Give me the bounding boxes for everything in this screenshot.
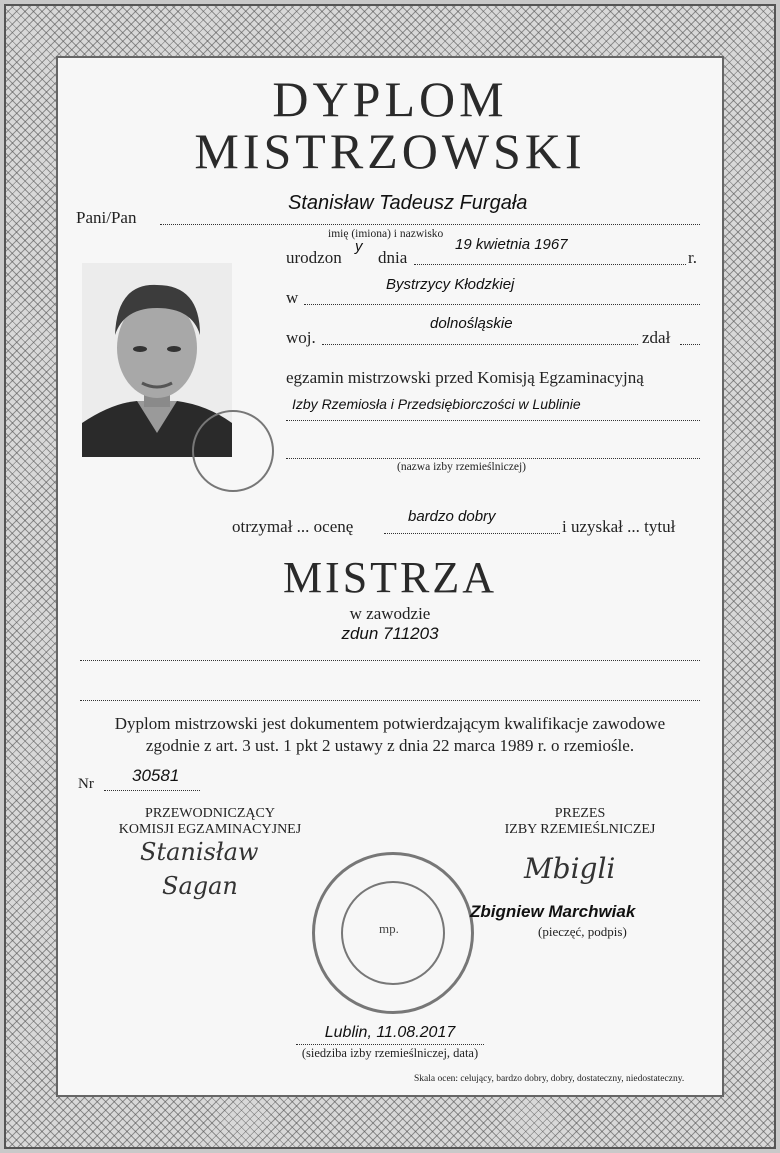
voivodeship: dolnośląskie: [430, 315, 513, 332]
left-sign-title-1: PRZEWODNICZĄCY: [145, 806, 275, 821]
place-date-line: [296, 1044, 484, 1045]
born-suffix: y: [355, 238, 363, 255]
legal-line-2: zgodnie z art. 3 ust. 1 pkt 2 ustawy z dnia 22 marca 1989 r. o rzemiośle.: [145, 736, 635, 755]
left-signature-1: Stanisław: [140, 838, 259, 866]
in-label: w: [286, 288, 299, 307]
nr-label: Nr: [78, 776, 94, 792]
nr-line: [104, 790, 200, 791]
grade: bardzo dobry: [408, 508, 496, 525]
name-caption: imię (imiona) i nazwisko: [328, 228, 444, 240]
round-seal: [312, 852, 474, 1014]
passed-dots: [680, 344, 700, 345]
right-sign-title-1: PREZES: [554, 806, 606, 821]
obtained-label: i uzyskał ... tytuł: [562, 517, 676, 536]
mistrza-title: MISTRZA: [282, 553, 498, 602]
voivodeship-label: woj.: [286, 328, 316, 347]
right-caption: (pieczęć, podpis): [538, 924, 627, 939]
profession-line-1: [80, 660, 700, 661]
year-suffix: r.: [688, 248, 697, 267]
day-label: dnia: [378, 248, 408, 267]
received-label: otrzymał ... ocenę: [232, 517, 354, 536]
chamber-caption: (nazwa izby rzemieślniczej): [397, 461, 526, 473]
place-line: [304, 304, 700, 305]
voivodeship-line: [322, 344, 638, 345]
right-signature: Mbigli: [524, 852, 616, 885]
pani-pan-label: Pani/Pan: [76, 208, 137, 227]
right-printed-name: Zbigniew Marchwiak: [470, 902, 636, 921]
grading-scale-note: Skala ocen: celujący, bardzo dobry, dobry, dostateczny, niedostateczny.: [414, 1074, 685, 1084]
title-line-2: MISTRZOWSKI: [194, 123, 586, 179]
birth-date: 19 kwietnia 1967: [455, 236, 568, 253]
date-line: [414, 264, 686, 265]
chamber-line-2: [286, 458, 700, 459]
born-label: urodzon: [286, 248, 342, 267]
right-sign-title-2: IZBY RZEMIEŚLNICZEJ: [504, 822, 656, 837]
legal-line-1: Dyplom mistrzowski jest dokumentem potwierdzającym kwalifikacje zawodowe: [114, 714, 666, 733]
profession-line-2: [80, 700, 700, 701]
left-signature-2: Sagan: [162, 872, 238, 900]
passed-label: zdał: [642, 328, 671, 347]
profession-label: w zawodzie: [349, 604, 431, 623]
nr-value: 30581: [132, 766, 180, 785]
name-line: [160, 224, 700, 225]
title-line-1: DYPLOM: [272, 71, 508, 127]
grade-line: [384, 533, 560, 534]
place-caption: (siedziba izby rzemieślniczej, data): [301, 1046, 479, 1060]
chamber-name: Izby Rzemiosła i Przedsiębiorczości w Lublinie: [292, 396, 581, 412]
seal-mp-text: mp.: [379, 921, 399, 936]
chamber-line-1: [286, 420, 700, 421]
left-sign-title-2: KOMISJI EGZAMINACYJNEJ: [118, 822, 302, 837]
photo-stamp: [192, 410, 274, 492]
place-date: Lublin, 11.08.2017: [324, 1024, 456, 1041]
profession: zdun 711203: [341, 624, 439, 643]
birthplace: Bystrzycy Kłodzkiej: [386, 276, 515, 293]
exam-text: egzamin mistrzowski przed Komisją Egzaminacyjną: [286, 368, 644, 387]
full-name: Stanisław Tadeusz Furgała: [288, 192, 528, 214]
